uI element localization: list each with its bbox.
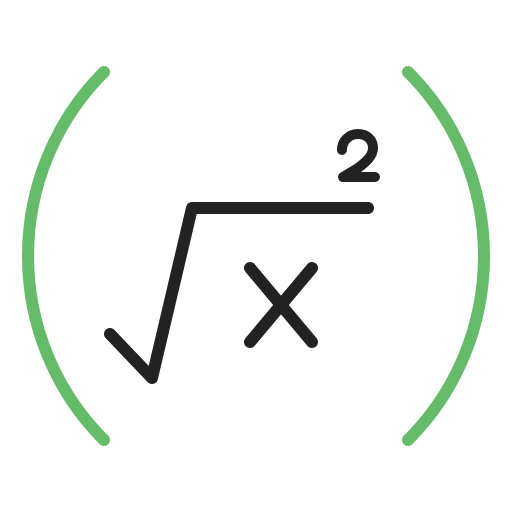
left-parenthesis-icon	[28, 72, 104, 440]
right-parenthesis-icon	[408, 72, 484, 440]
exponent-two-icon	[342, 134, 375, 177]
radical-sign-icon	[110, 208, 368, 378]
